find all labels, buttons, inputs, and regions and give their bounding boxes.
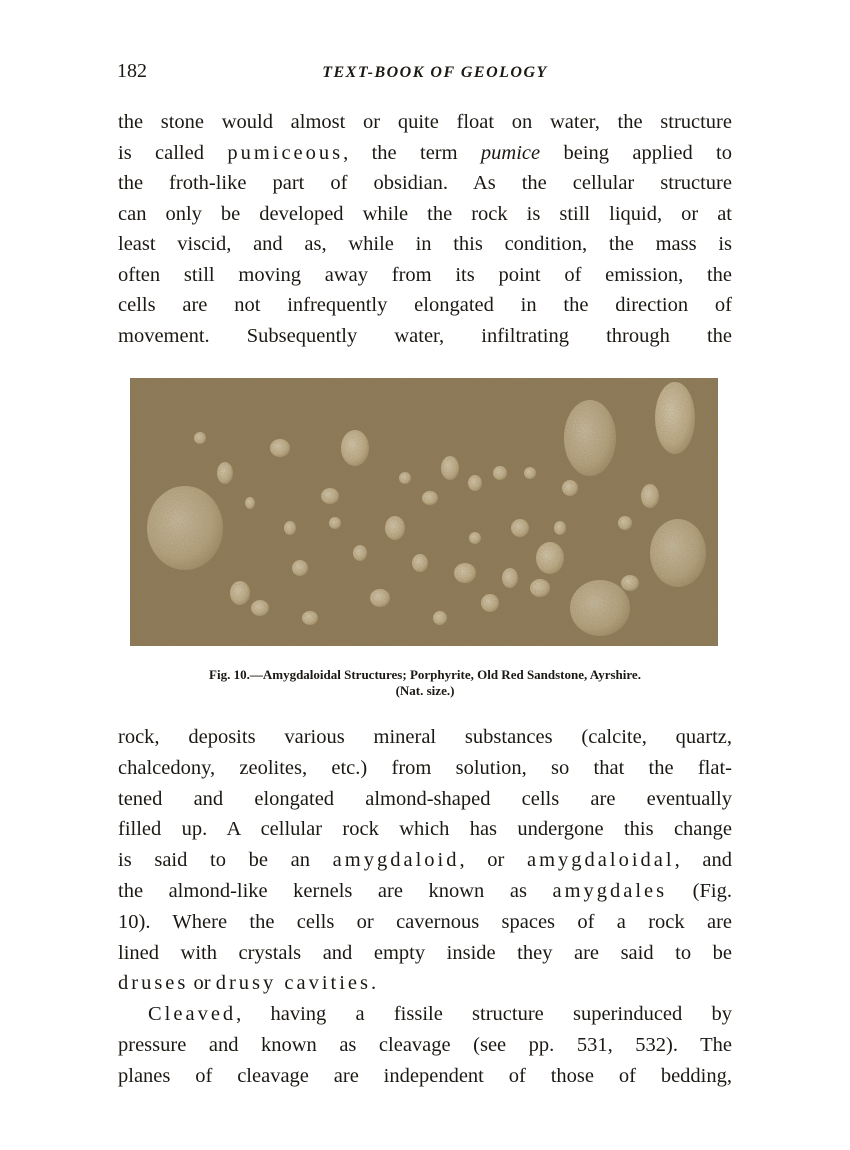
spaced-term: pumiceous <box>227 141 344 164</box>
text-run: , and <box>674 849 732 872</box>
text-line <box>118 817 732 841</box>
spaced-term: drusy cavities <box>215 972 372 995</box>
text-run: the almond-like kernels are known as <box>118 880 553 902</box>
text-line <box>118 324 732 348</box>
text-run: , or <box>459 849 528 872</box>
text-line <box>118 725 732 749</box>
text-line <box>118 787 732 811</box>
text-line <box>118 171 732 195</box>
figure-caption-note: (Nat. size.) <box>395 683 455 698</box>
text-run: pressure and known as cleavage (see pp. 531, 532). The <box>118 1034 732 1056</box>
text-line <box>118 971 732 995</box>
text-run: planes of cleavage are independent of those of bedding, <box>118 1064 732 1087</box>
text-run: movement. Subsequently water, infiltrating through the <box>118 324 732 347</box>
text-run: rock, deposits various mineral substances (calcite, quartz, <box>118 726 732 748</box>
text-line <box>118 202 732 226</box>
text-line <box>118 941 732 965</box>
rock-texture-image <box>130 378 718 646</box>
text-run: , the term <box>343 141 481 164</box>
text-line <box>118 232 732 256</box>
text-line <box>118 1033 732 1057</box>
text-run: often still moving away from its point of emission, the <box>118 263 732 286</box>
spaced-term: druses <box>118 972 189 995</box>
text-run: least viscid, and as, while in this condition, the mass is <box>118 233 732 255</box>
text-run: . <box>371 972 377 995</box>
italic-term: pumice <box>480 141 541 164</box>
text-line <box>118 263 732 287</box>
text-run: the froth-like part of obsidian. As the cellular structure <box>118 172 732 194</box>
spaced-term: amygdaloid <box>332 849 460 872</box>
figure-amygdaloidal-photo <box>130 378 718 646</box>
spaced-term: amygdaloidal <box>527 849 675 872</box>
text-line <box>118 756 732 780</box>
text-run: lined with crystals and empty inside they are said to be <box>118 941 732 964</box>
text-line <box>118 293 732 317</box>
text-run: , having a fissile structure superinduced by <box>236 1003 732 1026</box>
running-head: TEXT-BOOK OF GEOLOGY <box>322 64 548 81</box>
text-run: 10). Where the cells or cavernous spaces of a rock are <box>118 910 732 933</box>
spaced-term: Cleaved <box>148 1003 237 1026</box>
text-line <box>118 879 732 903</box>
text-run: chalcedony, zeolites, etc.) from solution, so that the flat- <box>118 756 732 779</box>
text-run: filled up. A cellular rock which has undergone this change <box>118 818 732 841</box>
text-line <box>118 110 732 134</box>
text-line <box>118 848 732 872</box>
page-number: 182 <box>117 60 147 82</box>
text-run: (Fig. <box>667 880 732 902</box>
text-run: the stone would almost or quite float on water, the structure <box>118 111 732 133</box>
text-run: being applied to <box>540 141 732 164</box>
text-run: can only be developed while the rock is still liquid, or at <box>118 202 732 225</box>
text-line <box>118 141 732 165</box>
spaced-term: amygdales <box>552 880 668 902</box>
text-run: tened and elongated almond-shaped cells are eventually <box>118 787 732 810</box>
text-line <box>148 1002 732 1026</box>
text-line <box>118 1064 732 1088</box>
text-run: cells are not infrequently elongated in the direction of <box>118 294 732 316</box>
text-run: is said to be an <box>118 849 333 872</box>
figure-caption: Fig. 10.—Amygdaloidal Structures; Porphyrite, Old Red Sandstone, Ayrshire. <box>209 667 641 682</box>
text-run: or <box>188 972 216 995</box>
text-run: is called <box>118 141 228 164</box>
text-line <box>118 910 732 934</box>
